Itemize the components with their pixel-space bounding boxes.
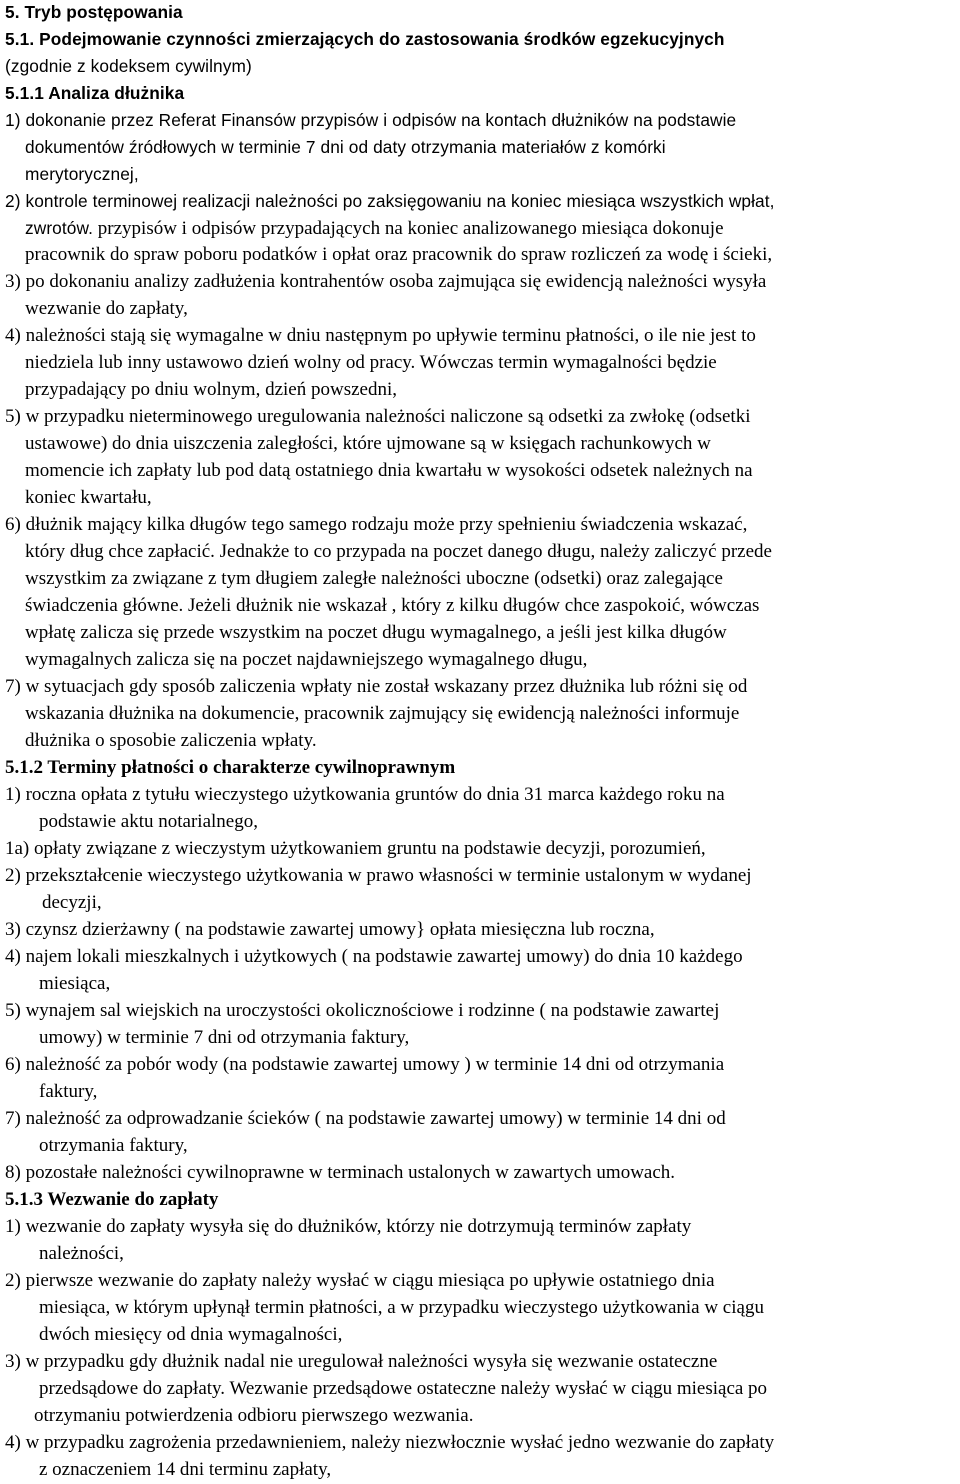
payment-term-line: 3) czynsz dzierżawny ( na podstawie zawartej umowy} opłata miesięczna lub roczna, bbox=[5, 919, 655, 940]
payment-term-line: 2) przekształcenie wieczystego użytkowania w prawo własności w terminie ustalonym w wydanej bbox=[5, 865, 752, 886]
payment-term-line: 5) wynajem sal wiejskich na uroczystości okolicznościowe i rodzinne ( na podstawie zawartej bbox=[5, 1000, 720, 1021]
analysis-line: wpłatę zalicza się przede wszystkim na poczet długu wymagalnego, a jeśli jest kilka długów bbox=[25, 622, 727, 643]
payment-term-line: umowy) w terminie 7 dni od otrzymania faktury, bbox=[39, 1027, 410, 1048]
section-heading-5-1-3: 5.1.3 Wezwanie do zapłaty bbox=[5, 1189, 219, 1210]
analysis-line: momencie ich zapłaty lub pod datą ostatniego dnia kwartału w wysokości odsetek należnych na bbox=[25, 460, 753, 481]
payment-term-line: faktury, bbox=[39, 1081, 98, 1102]
analysis-line-part: zwrotów. bbox=[25, 218, 94, 238]
analysis-line: wezwanie do zapłaty, bbox=[25, 298, 188, 319]
analysis-line: ustawowe) do dnia uiszczenia zaległości, które ujmowane są w księgach rachunkowych w bbox=[25, 433, 711, 454]
analysis-line: przypadający po dniu wolnym, dzień powszedni, bbox=[25, 379, 397, 400]
analysis-line: merytorycznej, bbox=[25, 164, 139, 184]
analysis-line-part: przypisów i odpisów przypadających na koniec analizowanego miesiąca dokonuje bbox=[93, 218, 724, 239]
analysis-line: 7) w sytuacjach gdy sposób zaliczenia wpłaty nie został wskazany przez dłużnika lub różni się od bbox=[5, 676, 748, 697]
analysis-line: 4) należności stają się wymagalne w dniu następnym po upływie terminu płatności, o ile nie jest to bbox=[5, 325, 756, 346]
payment-demand-line: z oznaczeniem 14 dni terminu zapłaty, bbox=[39, 1459, 332, 1480]
analysis-line: świadczenia główne. Jeżeli dłużnik nie wskazał , który z kilku długów chce zaspokoić, wówczas bbox=[25, 595, 760, 616]
analysis-line: który dług chce zapłacić. Jednakże to co przypada na poczet danego długu, należy zaliczyć przede bbox=[25, 541, 772, 562]
analysis-line: pracownik do spraw poboru podatków i opłat oraz pracownik do spraw rozliczeń za wodę i ścieki, bbox=[25, 244, 773, 265]
payment-term-line: 4) najem lokali mieszkalnych i użytkowych ( na podstawie zawartej umowy) do dnia 10 każdego bbox=[5, 946, 743, 967]
payment-demand-line: przedsądowe do zapłaty. Wezwanie przedsądowe ostateczne należy wysłać w ciągu miesiąca po bbox=[39, 1378, 768, 1399]
analysis-line: 6) dłużnik mający kilka długów tego samego rodzaju może przy spełnieniu świadczenia wskazać, bbox=[5, 514, 748, 535]
payment-term-line: podstawie aktu notarialnego, bbox=[39, 811, 258, 832]
analysis-line: 3) po dokonaniu analizy zadłużenia kontrahentów osoba zajmująca się ewidencją należności wysyła bbox=[5, 271, 767, 292]
section-heading-5: 5. Tryb postępowania bbox=[5, 2, 183, 22]
analysis-line: wszystkim za związane z tym długiem zaległe należności uboczne (odsetki) oraz zalegające bbox=[25, 568, 723, 589]
analysis-line: koniec kwartału, bbox=[25, 487, 152, 508]
payment-term-line: 1a) opłaty związane z wieczystym użytkowaniem gruntu na podstawie decyzji, porozumień, bbox=[5, 838, 706, 859]
payment-demand-line: należności, bbox=[39, 1243, 124, 1264]
payment-demand-line: otrzymaniu potwierdzenia odbioru pierwszego wezwania. bbox=[34, 1405, 474, 1426]
section-heading-5-1-subtitle: (zgodnie z kodeksem cywilnym) bbox=[5, 56, 252, 76]
payment-demand-line: 1) wezwanie do zapłaty wysyła się do dłużników, którzy nie dotrzymują terminów zapłaty bbox=[5, 1216, 692, 1237]
section-heading-5-1: 5.1. Podejmowanie czynności zmierzających do zastosowania środków egzekucyjnych bbox=[5, 29, 725, 49]
analysis-line: niedziela lub inny ustawowo dzień wolny od pracy. Wówczas termin wymagalności będzie bbox=[25, 352, 717, 373]
payment-demand-line: 3) w przypadku gdy dłużnik nadal nie uregulował należności wysyła się wezwanie ostateczne bbox=[5, 1351, 718, 1372]
payment-term-line: otrzymania faktury, bbox=[39, 1135, 188, 1156]
analysis-line: 2) kontrole terminowej realizacji należności po zaksięgowaniu na koniec miesiąca wszystkich wpłat, bbox=[5, 191, 775, 211]
payment-demand-line: 4) w przypadku zagrożenia przedawnieniem, należy niezwłocznie wysłać jedno wezwanie do zapłaty bbox=[5, 1432, 775, 1453]
analysis-line: wymagalnych zalicza się na poczet najdawniejszego wymagalnego długu, bbox=[25, 649, 588, 670]
payment-term-line: miesiąca, bbox=[39, 973, 111, 994]
section-heading-5-1-1: 5.1.1 Analiza dłużnika bbox=[5, 83, 185, 103]
analysis-line: 1) dokonanie przez Referat Finansów przypisów i odpisów na kontach dłużników na podstawie bbox=[5, 110, 737, 130]
payment-term-line: decyzji, bbox=[42, 892, 102, 913]
payment-term-line: 7) należność za odprowadzanie ścieków ( na podstawie zawartej umowy) w terminie 14 dni od bbox=[5, 1108, 726, 1129]
payment-demand-line: dwóch miesięcy od dnia wymagalności, bbox=[39, 1324, 343, 1345]
analysis-line: wskazania dłużnika na dokumencie, pracownik zajmujący się ewidencją należności informuje bbox=[25, 703, 740, 724]
analysis-line-mixed bbox=[25, 217, 724, 240]
payment-demand-line: 2) pierwsze wezwanie do zapłaty należy wysłać w ciągu miesiąca po upływie ostatniego dnia bbox=[5, 1270, 715, 1291]
payment-demand-line: miesiąca, w którym upłynął termin płatności, a w przypadku wieczystego użytkowania w ciągu bbox=[39, 1297, 764, 1318]
analysis-line: 5) w przypadku nieterminowego uregulowania należności naliczone są odsetki za zwłokę (odsetki bbox=[5, 406, 751, 427]
payment-term-line: 8) pozostałe należności cywilnoprawne w terminach ustalonych w zawartych umowach. bbox=[5, 1162, 676, 1183]
section-heading-5-1-2: 5.1.2 Terminy płatności o charakterze cywilnoprawnym bbox=[5, 757, 456, 778]
analysis-line: dokumentów źródłowych w terminie 7 dni od daty otrzymania materiałów z komórki bbox=[25, 137, 666, 157]
payment-term-line: 1) roczna opłata z tytułu wieczystego użytkowania gruntów do dnia 31 marca każdego roku na bbox=[5, 784, 725, 805]
analysis-line: dłużnika o sposobie zaliczenia wpłaty. bbox=[25, 730, 317, 751]
payment-term-line: 6) należność za pobór wody (na podstawie zawartej umowy ) w terminie 14 dni od otrzymania bbox=[5, 1054, 725, 1075]
